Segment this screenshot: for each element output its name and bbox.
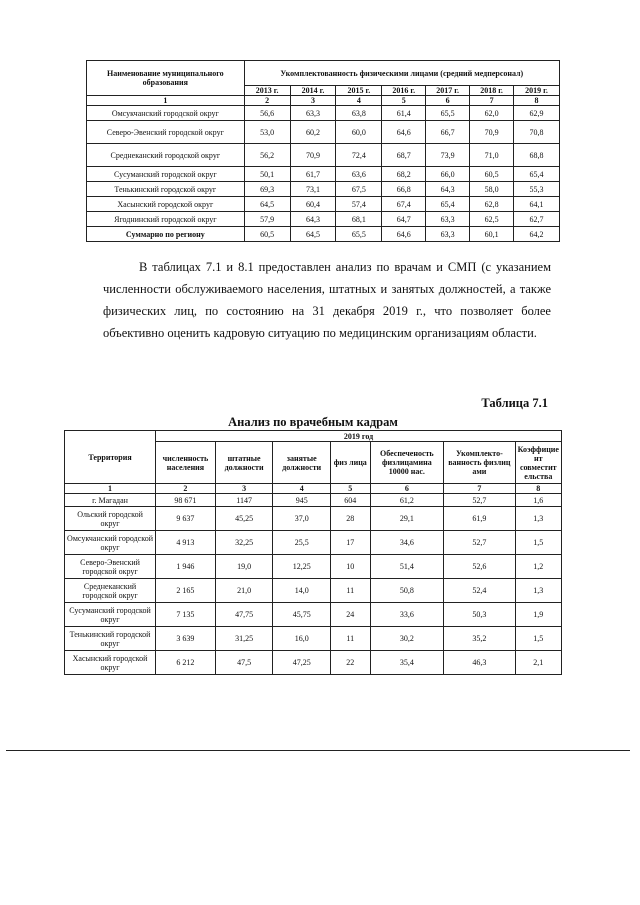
cell-value: 52,4: [444, 579, 515, 603]
column-number: 6: [426, 96, 470, 106]
table-title: Анализ по врачебным кадрам: [228, 415, 398, 429]
cell-value: 60,5: [470, 167, 514, 182]
cell-value: 66,7: [426, 121, 470, 144]
column-header: Обеспеченость физлицамина 10000 нас.: [370, 442, 444, 484]
cell-value: 1,2: [515, 555, 561, 579]
cell-value: 61,9: [444, 507, 515, 531]
table-row: [65, 627, 562, 651]
table-row: [87, 121, 560, 144]
cell-value: 35,4: [370, 651, 444, 675]
cell-value: 73,1: [290, 182, 336, 197]
territory-name: Ольский городской округ: [65, 507, 156, 531]
header-staffing-group: Укомплектованность физическими лицами (средний медперсонал): [244, 61, 559, 86]
cell-value: 25,5: [273, 531, 331, 555]
cell-value: 12,25: [273, 555, 331, 579]
cell-value: 61,7: [290, 167, 336, 182]
cell-value: 68,7: [382, 144, 426, 167]
cell-value: 52,7: [444, 531, 515, 555]
table-row: [65, 494, 562, 507]
cell-value: 3 639: [156, 627, 216, 651]
territory-name: Омсукчанский городской округ: [65, 531, 156, 555]
cell-value: 63,3: [426, 227, 470, 242]
table-row: [87, 144, 560, 167]
cell-value: 65,4: [426, 197, 470, 212]
cell-value: 70,8: [514, 121, 560, 144]
cell-value: 56,6: [244, 106, 290, 121]
cell-value: 60,4: [290, 197, 336, 212]
cell-value: 51,4: [370, 555, 444, 579]
column-number: 3: [290, 96, 336, 106]
cell-value: 22: [331, 651, 371, 675]
row-name: Сусуманский городской округ: [87, 167, 245, 182]
cell-value: 63,8: [336, 106, 382, 121]
territory-name: Северо-Эвенский городской округ: [65, 555, 156, 579]
table-row: [87, 106, 560, 121]
cell-value: 9 637: [156, 507, 216, 531]
cell-value: 34,6: [370, 531, 444, 555]
page-divider: [6, 750, 630, 751]
year-header: 2013 г.: [244, 86, 290, 96]
cell-value: 50,3: [444, 603, 515, 627]
table-row: [87, 212, 560, 227]
cell-value: 2,1: [515, 651, 561, 675]
cell-value: 60,2: [290, 121, 336, 144]
cell-value: 70,9: [290, 144, 336, 167]
cell-value: 64,2: [514, 227, 560, 242]
cell-value: 1147: [215, 494, 273, 507]
cell-value: 1 946: [156, 555, 216, 579]
cell-value: 7 135: [156, 603, 216, 627]
table-row: [87, 227, 560, 242]
cell-value: 4 913: [156, 531, 216, 555]
header-year: 2019 год: [156, 431, 562, 442]
table-row: [65, 531, 562, 555]
year-header: 2018 г.: [470, 86, 514, 96]
table-row: [87, 167, 560, 182]
row-name: Северо-Эвенский городской округ: [87, 121, 245, 144]
cell-value: 70,9: [470, 121, 514, 144]
table-row: [65, 651, 562, 675]
table-row: [65, 603, 562, 627]
year-header: 2019 г.: [514, 86, 560, 96]
cell-value: 73,9: [426, 144, 470, 167]
cell-value: 69,3: [244, 182, 290, 197]
table-row: [65, 579, 562, 603]
territory-name: Сусуманский городской округ: [65, 603, 156, 627]
column-header: штатные должности: [215, 442, 273, 484]
cell-value: 62,0: [470, 106, 514, 121]
cell-value: 21,0: [215, 579, 273, 603]
column-number: 3: [215, 484, 273, 494]
cell-value: 11: [331, 627, 371, 651]
cell-value: 28: [331, 507, 371, 531]
cell-value: 64,7: [382, 212, 426, 227]
cell-value: 1,6: [515, 494, 561, 507]
cell-value: 66,0: [426, 167, 470, 182]
cell-value: 62,5: [470, 212, 514, 227]
cell-value: 16,0: [273, 627, 331, 651]
cell-value: 66,8: [382, 182, 426, 197]
column-number: 8: [514, 96, 560, 106]
cell-value: 24: [331, 603, 371, 627]
row-name: Ягоднинский городской округ: [87, 212, 245, 227]
cell-value: 33,6: [370, 603, 444, 627]
cell-value: 30,2: [370, 627, 444, 651]
cell-value: 64,6: [382, 121, 426, 144]
cell-value: 57,4: [336, 197, 382, 212]
year-header: 2014 г.: [290, 86, 336, 96]
territory-name: Среднеканский городской округ: [65, 579, 156, 603]
cell-value: 65,5: [426, 106, 470, 121]
cell-value: 62,9: [514, 106, 560, 121]
territory-name: Тенькинский городской округ: [65, 627, 156, 651]
cell-value: 63,3: [426, 212, 470, 227]
year-header: 2015 г.: [336, 86, 382, 96]
column-number: 8: [515, 484, 561, 494]
cell-value: 62,8: [470, 197, 514, 212]
table-row: [87, 182, 560, 197]
header-territory: Территория: [65, 431, 156, 484]
cell-value: 65,4: [514, 167, 560, 182]
column-number: 1: [65, 484, 156, 494]
table-row: [65, 507, 562, 531]
cell-value: 64,5: [290, 227, 336, 242]
cell-value: 45,75: [273, 603, 331, 627]
cell-value: 32,25: [215, 531, 273, 555]
cell-value: 45,25: [215, 507, 273, 531]
cell-value: 60,0: [336, 121, 382, 144]
cell-value: 61,2: [370, 494, 444, 507]
cell-value: 37,0: [273, 507, 331, 531]
cell-value: 47,25: [273, 651, 331, 675]
cell-value: 17: [331, 531, 371, 555]
column-number: 7: [444, 484, 515, 494]
row-name: Тенькинский городской округ: [87, 182, 245, 197]
cell-value: 60,1: [470, 227, 514, 242]
column-header: физ лица: [331, 442, 371, 484]
column-number: 5: [382, 96, 426, 106]
cell-value: 68,8: [514, 144, 560, 167]
table-row: [87, 197, 560, 212]
column-number: 7: [470, 96, 514, 106]
column-number: 1: [87, 96, 245, 106]
cell-value: 71,0: [470, 144, 514, 167]
cell-value: 52,6: [444, 555, 515, 579]
cell-value: 67,4: [382, 197, 426, 212]
cell-value: 47,5: [215, 651, 273, 675]
cell-value: 55,3: [514, 182, 560, 197]
cell-value: 62,7: [514, 212, 560, 227]
cell-value: 64,3: [290, 212, 336, 227]
doctor-staff-table: [64, 430, 562, 675]
cell-value: 945: [273, 494, 331, 507]
cell-value: 46,3: [444, 651, 515, 675]
cell-value: 14,0: [273, 579, 331, 603]
cell-value: 63,3: [290, 106, 336, 121]
cell-value: 67,5: [336, 182, 382, 197]
cell-value: 64,6: [382, 227, 426, 242]
cell-value: 50,1: [244, 167, 290, 182]
column-number: 5: [331, 484, 371, 494]
row-name: Омсукчанский городской округ: [87, 106, 245, 121]
column-number: 4: [336, 96, 382, 106]
year-header: 2016 г.: [382, 86, 426, 96]
cell-value: 64,5: [244, 197, 290, 212]
column-number: 6: [370, 484, 444, 494]
analysis-paragraph-text: В таблицах 7.1 и 8.1 предоставлен анализ по врачам и СМП (с указанием численности обслуживаемого населения, штатных и занятых должностей, а также физических лиц, по состоянию на 31 декабря 2019 г., что позволяет более объективно оценить кадровую ситуацию по медицинским организациям области.: [103, 260, 551, 340]
row-name: Среднеканский городской округ: [87, 144, 245, 167]
staffing-table-nurses: [86, 60, 560, 242]
cell-value: 64,1: [514, 197, 560, 212]
cell-value: 47,75: [215, 603, 273, 627]
cell-value: 60,5: [244, 227, 290, 242]
cell-value: 11: [331, 579, 371, 603]
territory-name: г. Магадан: [65, 494, 156, 507]
cell-value: 57,9: [244, 212, 290, 227]
column-number: 4: [273, 484, 331, 494]
row-name: Хасынский городской округ: [87, 197, 245, 212]
cell-value: 31,25: [215, 627, 273, 651]
header-municipality: Наименование муниципального образования: [87, 61, 245, 96]
cell-value: 64,3: [426, 182, 470, 197]
cell-value: 56,2: [244, 144, 290, 167]
cell-value: 6 212: [156, 651, 216, 675]
territory-name: Хасынский городской округ: [65, 651, 156, 675]
column-header: численность населения: [156, 442, 216, 484]
cell-value: 29,1: [370, 507, 444, 531]
cell-value: 1,5: [515, 531, 561, 555]
column-number: 2: [156, 484, 216, 494]
cell-value: 98 671: [156, 494, 216, 507]
cell-value: 604: [331, 494, 371, 507]
cell-value: 1,3: [515, 579, 561, 603]
cell-value: 68,2: [382, 167, 426, 182]
cell-value: 1,5: [515, 627, 561, 651]
cell-value: 52,7: [444, 494, 515, 507]
cell-value: 1,3: [515, 507, 561, 531]
cell-value: 10: [331, 555, 371, 579]
cell-value: 58,0: [470, 182, 514, 197]
table-caption: Таблица 7.1: [481, 396, 548, 410]
cell-value: 72,4: [336, 144, 382, 167]
column-header: занятые должности: [273, 442, 331, 484]
cell-value: 1,9: [515, 603, 561, 627]
row-name: Суммарно по региону: [87, 227, 245, 242]
analysis-paragraph: [103, 256, 551, 344]
cell-value: 53,0: [244, 121, 290, 144]
table-row: [65, 555, 562, 579]
cell-value: 61,4: [382, 106, 426, 121]
year-header: 2017 г.: [426, 86, 470, 96]
cell-value: 35,2: [444, 627, 515, 651]
column-header: Коэффицие нт совместит ельства: [515, 442, 561, 484]
column-number: 2: [244, 96, 290, 106]
cell-value: 19,0: [215, 555, 273, 579]
column-header: Укомплекто-ванность физлиц ами: [444, 442, 515, 484]
cell-value: 63,6: [336, 167, 382, 182]
cell-value: 68,1: [336, 212, 382, 227]
cell-value: 50,8: [370, 579, 444, 603]
cell-value: 65,5: [336, 227, 382, 242]
cell-value: 2 165: [156, 579, 216, 603]
